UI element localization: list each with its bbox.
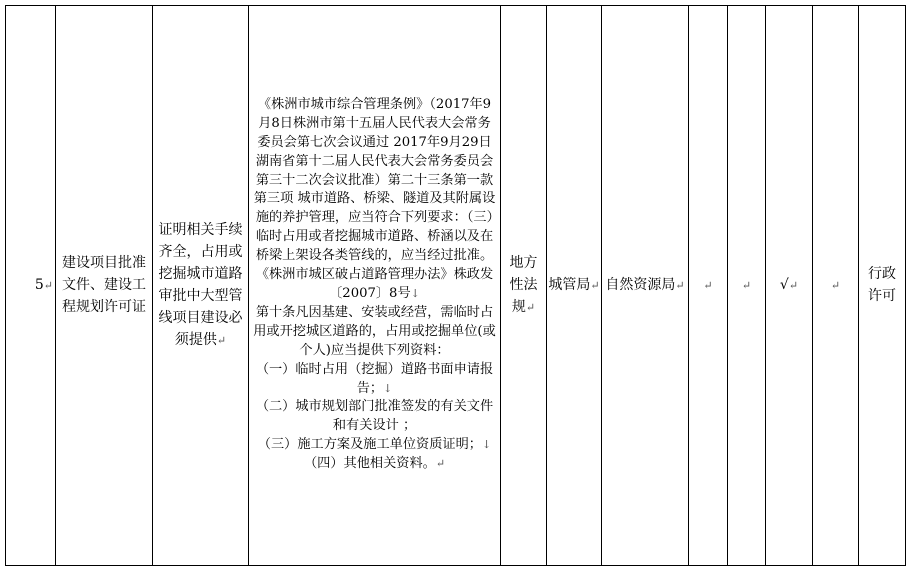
cell-item-name	[56, 5, 152, 565]
paragraph-mark: ↵	[830, 278, 841, 292]
paragraph-mark: ↵	[216, 333, 227, 347]
table-bottom-border	[5, 565, 906, 566]
cell-legal-basis	[249, 5, 500, 565]
cell-col-a	[689, 5, 727, 565]
paragraph-mark: ↵	[590, 278, 600, 292]
paragraph-mark: ↵	[525, 300, 536, 314]
paragraph-mark: ↵	[43, 278, 53, 292]
paragraph-mark: ↵	[788, 278, 799, 292]
source-dept: 城管局	[548, 276, 591, 293]
item-name: 建设项目批准文件、建设工程规划许可证	[62, 255, 146, 315]
cell-basis-type	[501, 5, 546, 565]
legal-basis-item-2: （二）城市规划部门批准签发的有关文件和有关设计 ；	[255, 399, 494, 434]
handling-type: 行政许可	[868, 266, 896, 304]
cell-col-c	[813, 5, 858, 565]
legal-basis-measure: 《株洲市城区破占道路管理办法》株政发〔2007〕8号↓	[255, 267, 494, 301]
cell-description	[153, 5, 248, 565]
cell-handling	[859, 5, 905, 565]
legal-basis-item-3: （三）施工方案及施工单位资质证明；↓	[257, 437, 492, 453]
paragraph-mark: ↵	[703, 278, 713, 292]
legal-basis-regulation: 《株洲市城市综合管理条例》（2017年9月8日株洲市第十五届人民代表大会常务委员会第七次会议通过 2017年9月29日湖南省第十二届人民代表大会常务委员会第三十二次会议批准）第二十三条第一款第三项 城市道路、桥梁、隧道及其附属设施的养护管理，应当符合下列要求：（三）临时占用或者挖掘城市道路、桥涵以及在桥梁上架设各类管线的，应当经过批准。	[253, 96, 496, 264]
description-text: 证明相关手续齐全，占用或挖掘城市道路审批中大型管线项目建设必须提供	[158, 221, 243, 348]
legal-basis-item-4: （四）其他相关资料。↵	[303, 456, 446, 472]
col-border	[905, 5, 906, 566]
provider-dept: 自然资源局	[605, 276, 676, 293]
legal-basis-item-1: （一）临时占用（挖掘）道路书面申请报告；↓	[255, 361, 494, 396]
cell-source-dept	[547, 5, 601, 565]
row-number: 5	[34, 276, 44, 293]
basis-type: 地方性法规	[509, 254, 538, 315]
legal-basis	[251, 96, 498, 474]
legal-basis-article: 第十条凡因基建、安装或经营，需临时占用或开挖城区道路的，占用或挖掘单位(或个人)应当提供下列资料：	[253, 304, 496, 358]
cell-provider-dept	[602, 5, 688, 565]
cell-col-b	[728, 5, 765, 565]
cell-row-number	[6, 5, 55, 565]
cell-check	[766, 5, 812, 565]
paragraph-mark: ↵	[675, 278, 685, 292]
paragraph-mark: ↵	[741, 278, 752, 292]
check-mark: √	[779, 276, 789, 293]
